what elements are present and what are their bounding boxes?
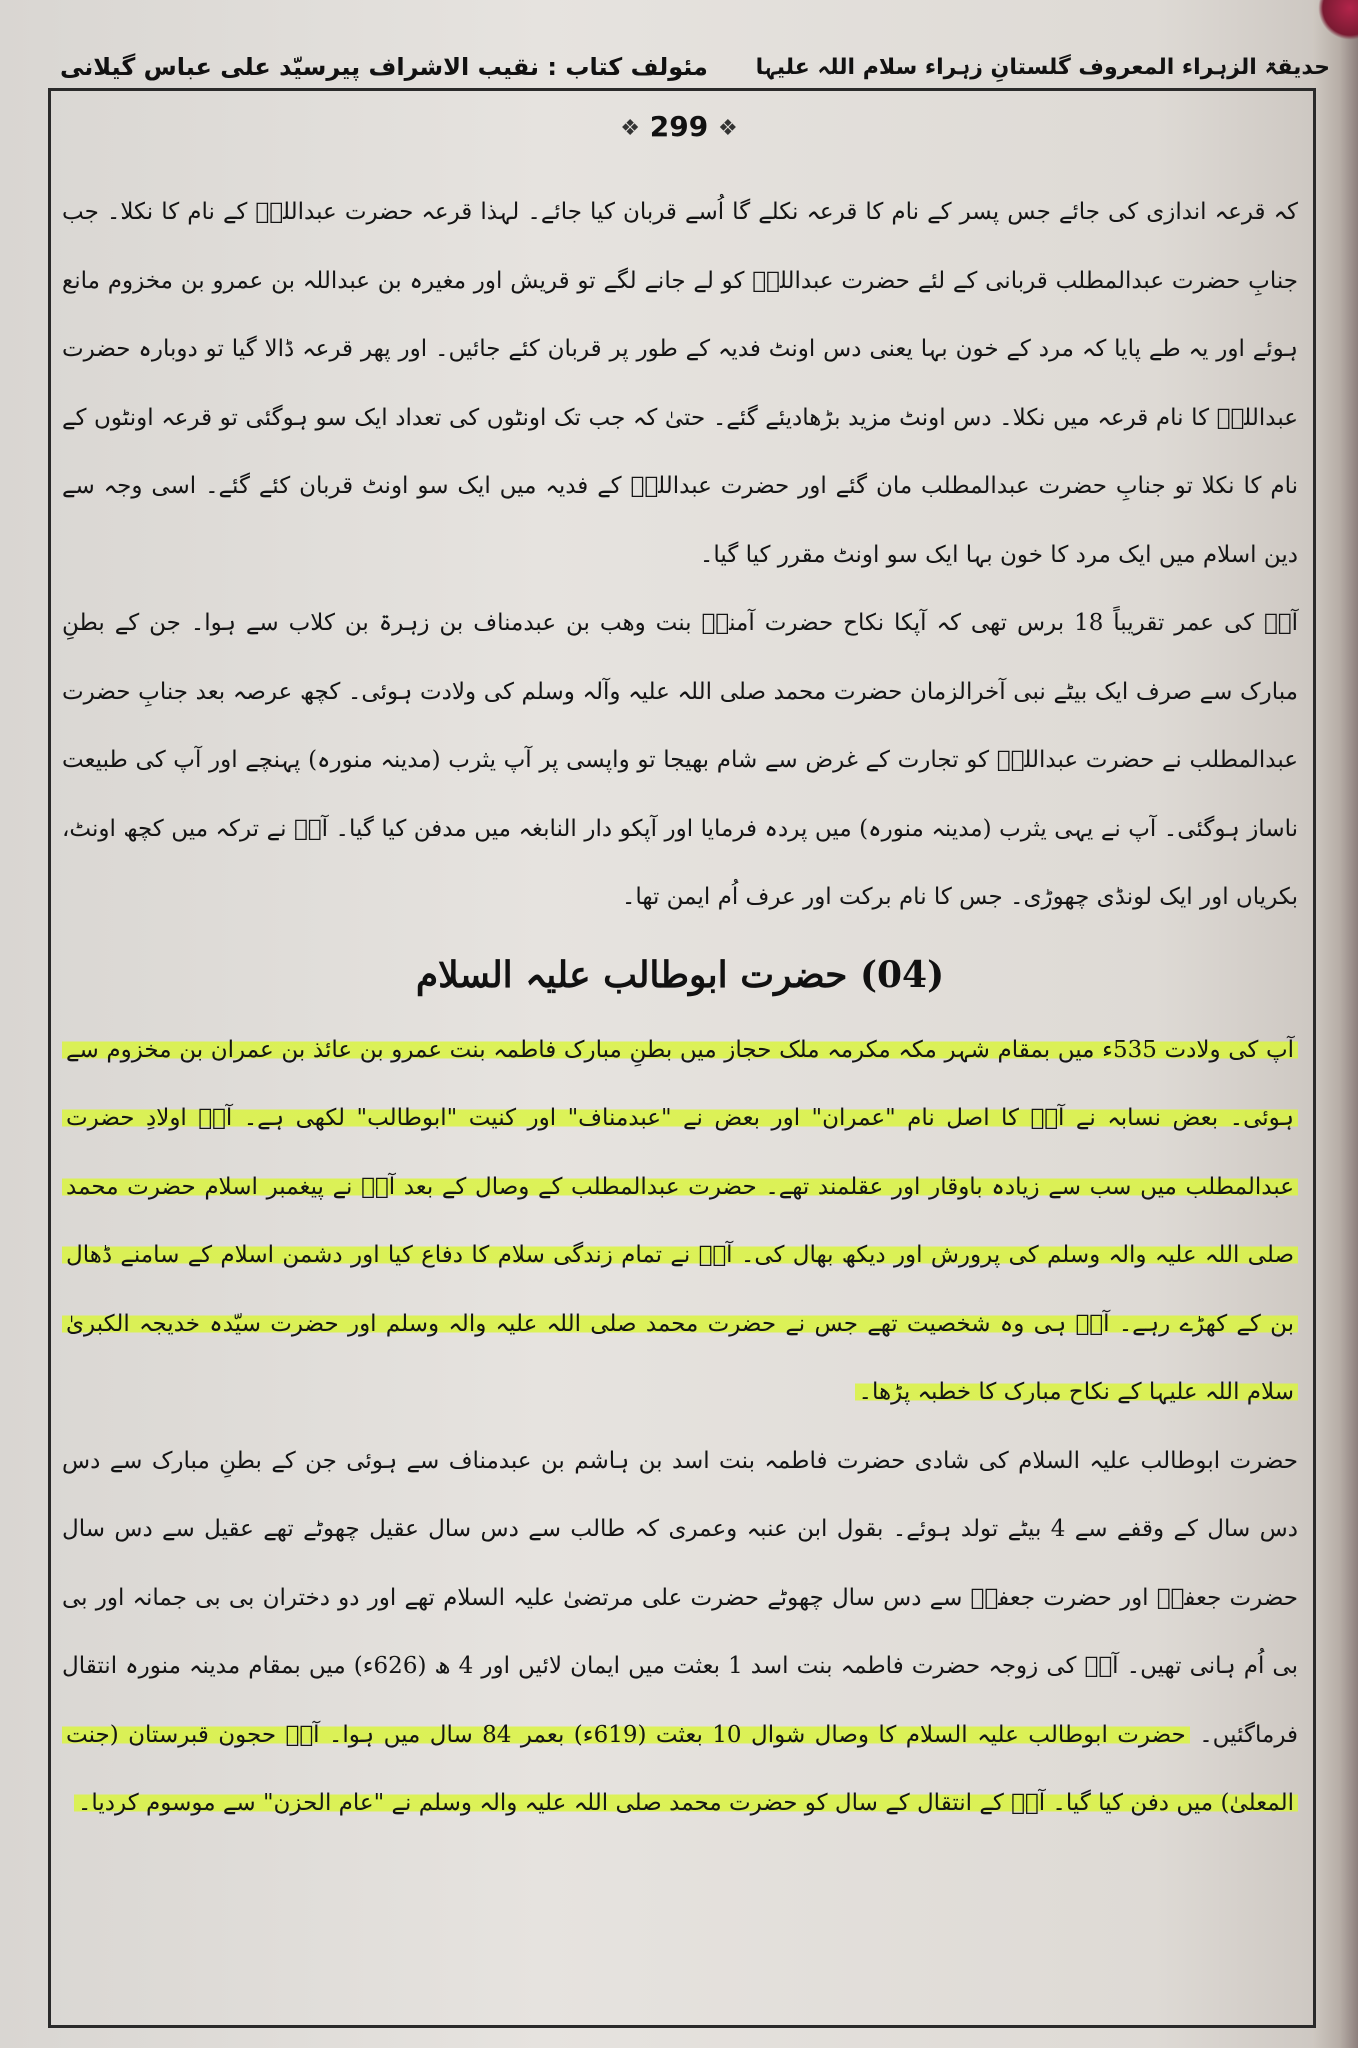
highlighted-passage-2: حضرت ابوطالب علیہ السلام کا وصال شوال 10 بعثت (619ء) بعمر 84 سال میں ہوا۔ آپؑ حجون قبرستان (جنت المعلیٰ) میں دفن کیا گیا۔ آپؑ کے انتقال کے سال کو حضرت محمد صلی اللہ علیہ والہ وسلم نے "عام الحزن" سے موسوم کردیا۔: [62, 1722, 1298, 1817]
paragraph-3: [62, 1016, 1298, 1427]
running-header: [60, 44, 1330, 90]
section-heading: (04) حضرت ابوطالب علیہ السلام: [415, 953, 945, 996]
paragraph-1: کہ قرعہ اندازی کی جائے جس پسر کے نام کا قرعہ نکلے گا اُسے قربان کیا جائے۔ لہذا قرعہ حضرت عبداللہؑ کے نام کا نکلا۔ جب جنابِ حضرت عبدالمطلب قربانی کے لئے حضرت عبداللہؑ کو لے جانے لگے تو قریش اور مغیرہ بن عبداللہ بن عمرو بن مخزوم مانع ہوئے اور یہ طے پایا کہ مرد کے خون بہا یعنی دس اونٹ فدیہ کے طور پر قربان کئے جائیں۔ اور پھر قرعہ ڈالا گیا تو دوبارہ حضرت عبداللہؑ کا نام قرعہ میں نکلا۔ دس اونٹ مزید بڑھادیئے گئے۔ حتیٰ کہ جب تک اونٹوں کی تعداد ایک سو ہوگئی تو قرعہ اونٹوں کے نام کا نکلا تو جنابِ حضرت عبدالمطلب مان گئے اور حضرت عبداللہؑ کے فدیہ میں ایک سو اونٹ قربان کئے گئے۔ اسی وجہ سے دین اسلام میں ایک مرد کا خون بہا ایک سو اونٹ مقرر کیا گیا۔: [62, 199, 1298, 568]
paragraph-2: آپؑ کی عمر تقریباً 18 برس تھی کہ آپکا نکاح حضرت آمنہؑ بنت وھب بن عبدمناف بن زہرۃ بن کلاب سے ہوا۔ جن کے بطنِ مبارک سے صرف ایک بیٹے نبی آخرالزمان حضرت محمد صلی اللہ علیہ وآلہ وسلم کی ولادت ہوئی۔ کچھ عرصہ بعد جنابِ حضرت عبدالمطلب نے حضرت عبداللہؑ کو تجارت کے غرض سے شام بھیجا تو واپسی پر آپ یثرب (مدینہ منورہ) پہنچے اور آپ کی طبیعت ناساز ہوگئی۔ آپ نے یہی یثرب (مدینہ منورہ) میں پردہ فرمایا اور آپکو دار النابغہ میں مدفن کیا گیا۔ آپؑ نے ترکہ میں کچھ اونٹ، بکریاں اور ایک لونڈی چھوڑی۔ جس کا نام برکت اور عرف اُم ایمن تھا۔: [62, 610, 1298, 910]
page-number-value: 299: [649, 110, 709, 143]
ornament-left-icon: ❖: [620, 115, 641, 141]
book-page-edge: [1312, 0, 1358, 2048]
page-number: [0, 110, 1358, 143]
page-body: [62, 178, 1298, 1838]
highlighted-passage-1: آپ کی ولادت 535ء میں بمقام شہر مکہ مکرمہ ملک حجاز میں بطنِ مبارک فاطمہ بنت عمرو بن عائذ بن عمران بن مخزوم سے ہوئی۔ بعض نسابہ نے آپؑ کا اصل نام "عمران" اور بعض نے "عبدمناف" اور کنیت "ابوطالب" لکھی ہے۔ آپؑ اولادِ حضرت عبدالمطلب میں سب سے زیادہ باوقار اور عقلمند تھے۔ حضرت عبدالمطلب کے وصال کے بعد آپؑ نے پیغمبر اسلام حضرت محمد صلی اللہ علیہ والہ وسلم کی پرورش اور دیکھ بھال کی۔ آپؑ نے تمام زندگی سلام کا دفاع کیا اور دشمن اسلام کے سامنے ڈھال بن کے کھڑے رہے۔ آپؑ ہی وہ شخصیت تھے جس نے حضرت محمد صلی اللہ علیہ والہ وسلم اور حضرت سیّدہ خدیجہ الکبریٰ سلام اللہ علیہا کے نکاح مبارک کا خطبہ پڑھا۔: [62, 1037, 1298, 1406]
header-author: مئولف کتاب : نقیب الاشراف پیرسیّد علی عباس گیلانی: [60, 53, 708, 81]
corner-cloth: [1318, 0, 1358, 40]
ornament-right-icon: ❖: [717, 115, 738, 141]
paragraph-4: [62, 1427, 1298, 1838]
paragraph-4-text: حضرت ابوطالب علیہ السلام کی شادی حضرت فاطمہ بنت اسد بن ہاشم بن عبدمناف سے ہوئی جن کے بطنِ مبارک سے دس دس سال کے وقفے سے 4 بیٹے تولد ہوئے۔ بقول ابن عنبہ وعمری کہ طالب سے دس سال عقیل چھوٹے تھے عقیل سے دس سال حضرت جعفرؑ اور حضرت جعفرؑ سے دس سال چھوٹے حضرت علی مرتضیٰ علیہ السلام تھے اور دو دختران بی بی جمانہ اور بی بی اُم ہانی تھیں۔ آپؑ کی زوجہ حضرت فاطمہ بنت اسد 1 بعثت میں ایمان لائیں اور 4 ھ (626ء) میں بمقام مدینہ منورہ انتقال فرماگئیں۔: [62, 1447, 1299, 1748]
header-book-title: حدیقۃ الزہراء المعروف گلستانِ زہراء سلام اللہ علیہا: [755, 54, 1330, 80]
